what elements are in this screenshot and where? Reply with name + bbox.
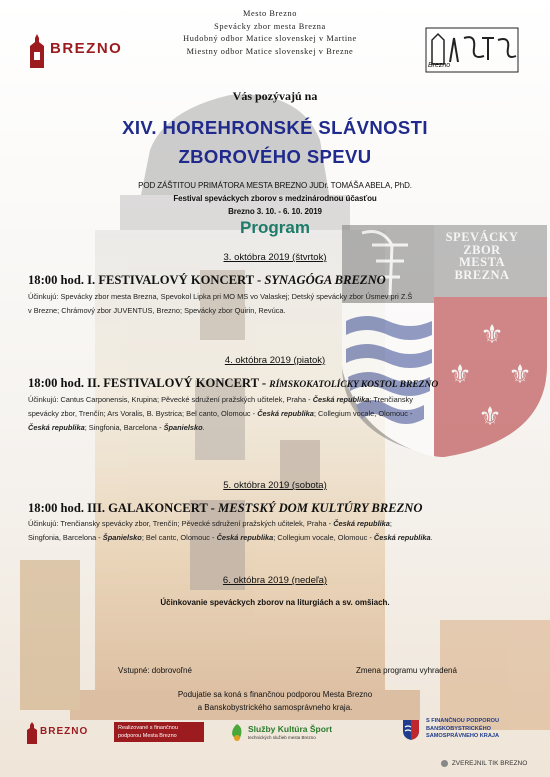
entry-fee: Vstupné: dobrovoľné [118,666,192,675]
patronage-line: POD ZÁŠTITOU PRIMÁTORA MESTA BREZNO JUDr. TOMÁŠA ABELA, PhD. [138,181,412,190]
organizer-line: Miestny odbor Matice slovenskej v Brezne [186,46,354,56]
day-date: 6. októbra 2019 (nedeľa) [222,575,328,586]
watermark-line: SPEVÁCKY [445,230,519,244]
concert-venue: MESTSKÝ DOM KULTÚRY BREZNO [218,501,423,515]
bbsk-line: BANSKOBYSTRICKÉHO [426,725,491,732]
badge-line: Realizované s finančnou [118,725,178,731]
day-date: 5. októbra 2019 (sobota) [223,480,327,491]
organizer-line: Spevácky zbor mesta Brezna [214,21,326,31]
performers [28,290,524,318]
watermark-line: MESTA [458,255,506,269]
choir-logo [424,26,520,74]
bbsk-line: S FINANČNOU PODPOROU [426,718,500,724]
concert-heading [28,501,538,516]
concert-venue: SYNAGÓGA BREZNO [264,273,386,287]
concert-time: 18:00 hod. [28,501,84,515]
concert-time: 18:00 hod. [28,273,84,287]
support-line1: Podujatie sa koná s finančnou podporou Mesta Brezno [177,690,373,699]
svg-text:⚜: ⚜ [448,360,472,390]
festival-subtitle: Festival speváckych zborov s medzinárodnou účasťou [173,194,377,203]
day-date: 3. októbra 2019 (štvrtok) [223,252,327,263]
event-title-line1: XIV. HOREHRONSKÉ SLÁVNOSTI [122,117,428,138]
performer-line: Účinkujú: Spevácky zbor mesta Brezna, Spevokol Lipka pri MO MS vo Valaskej; Detský spevácky zbor Úsmev pri Z.Š [28,292,413,301]
bbsk-sponsor [402,716,522,746]
watermark-line: BREZNA [454,267,510,282]
performer-line: v Brezne; Chrámový zbor JUVENTUS, Brezno; Spevácky zbor Quirin, Revúca. [28,306,286,315]
concert-venue: RÍMSKOKATOLÍCKY KOSTOL BREZNO [269,380,439,390]
leaf-icon [228,722,246,742]
svg-text:⚜: ⚜ [508,360,532,390]
bbsk-crest-icon [402,719,420,741]
concert-name: II. FESTIVALOVÝ KONCERT - [87,376,267,390]
bbsk-line: SAMOSPRÁVNEHO KRAJA [426,733,500,740]
festival-dates: Brezno 3. 10. - 6. 10. 2019 [228,207,322,216]
brezno-support-badge [114,722,204,742]
invitation-line: Vás pozývajú na [232,89,318,103]
publisher-text: ZVEREJNIL TIK BREZNO [451,760,528,768]
choir-logo-caption: Brezno [428,62,451,69]
performer-line: Česká republika; Singfonia, Barcelona - Španielsko. [28,423,205,432]
performers [28,517,524,545]
services-sponsor [228,720,348,746]
day-note: Účinkovanie speváckych zborov na liturgiách a sv. omšiach. [160,598,390,607]
svg-text:⚜: ⚜ [478,402,502,432]
services-logo-text: Služby Kultúra Šport [248,724,333,734]
bbsk-text [426,718,499,741]
performer-line: Účinkujú: Trenčiansky spevácky zbor, Trenčín; Pěvecké sdružení pražských učitelek, Praha - Česká republika; [28,519,392,528]
badge-line: podporou Mesta Brezno [118,733,177,739]
watermark-line: ZBOR [463,242,501,257]
organizer-line: Hudobný odbor Matice slovenskej v Martine [183,34,357,44]
concert-heading [28,376,538,391]
concert-name: I. FESTIVALOVÝ KONCERT - [87,273,262,287]
brezno-tower-icon [26,722,38,744]
concert-heading [28,273,538,288]
organizers [120,8,420,58]
publisher-footer [441,760,527,767]
organizer-line: Mesto Brezno [243,9,297,18]
brezno-sponsor-text: BREZNO [40,726,89,737]
program-change-notice: Zmena programu vyhradená [356,666,457,675]
program-heading: Program [240,218,310,237]
performer-line: Účinkujú: Cantus Carponensis, Krupina; Pěvecké sdružení pražských učitelek, Praha - Česká republika; Trenčiansky [28,395,413,404]
brezno-sponsor [26,720,196,746]
performer-line: spevácky zbor, Trenčín; Ars Voralis, B. Bystrica; Bel canto, Olomouc - Česká republika; Collegium vocale, Olomouc - [28,409,413,418]
brezno-logo-text: BREZNO [50,40,123,57]
performer-line: Singfonia, Barcelona - Španielsko; Bel cantc, Olomouc - Česká republika; Collegium vocale, Olomouc - Česká republika. [28,533,433,542]
concert-name: III. GALAKONCERT - [87,501,215,515]
support-line2: a Banskobystrického samosprávneho kraja. [197,703,353,712]
concert-time: 18:00 hod. [28,376,84,390]
publisher-icon [441,760,448,767]
brezno-tower-icon [28,34,46,68]
performers [28,393,524,435]
day-date: 4. októbra 2019 (piatok) [224,355,326,366]
svg-text:⚜: ⚜ [480,320,504,350]
services-logo-sub: technických služieb mesta Brezno [248,735,316,740]
event-title-line2: ZBOROVÉHO SPEVU [178,146,372,167]
